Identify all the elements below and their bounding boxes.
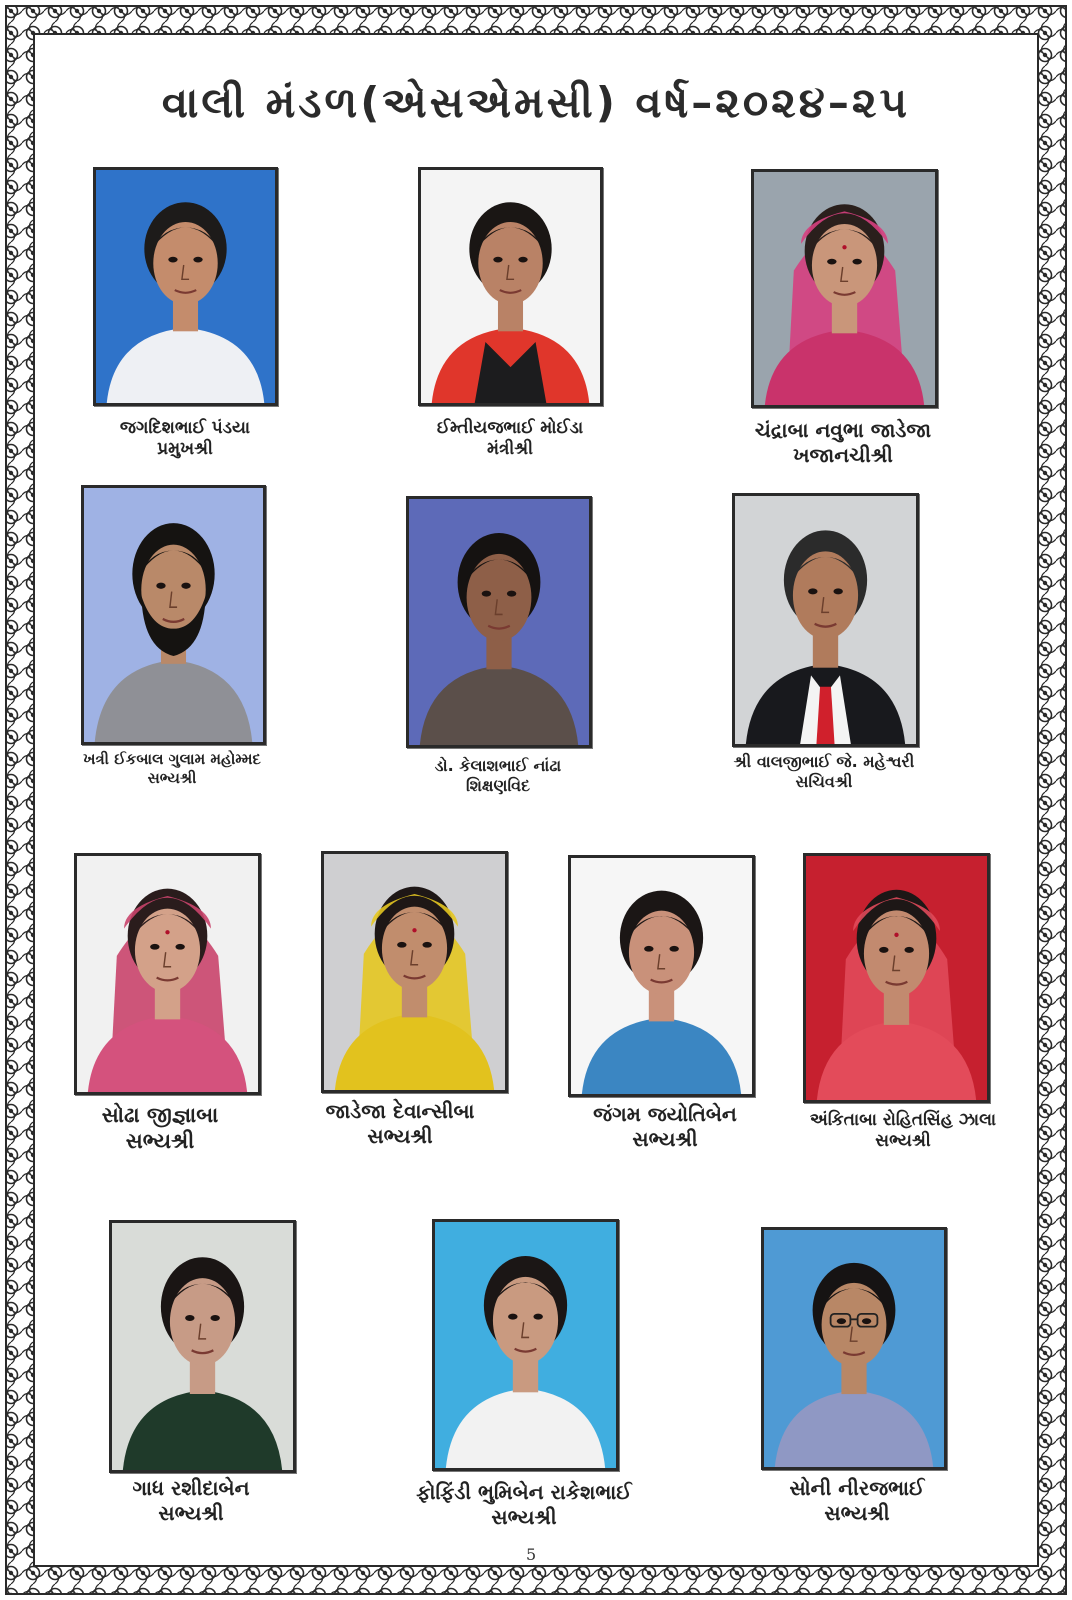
member-name: સોઢા જીજ્ઞાબા: [101, 1103, 219, 1127]
member-role: સભ્યશ્રી: [367, 1124, 433, 1148]
member-photo: [418, 167, 603, 406]
portrait-photo: [96, 170, 275, 403]
page-title: વાલી મંડળ(એસએમસી) વર્ષ–૨૦૨૪–૨૫: [161, 78, 911, 127]
member-name: ઈમ્તીયજભાઈ મોઈડા: [436, 418, 584, 438]
portrait-photo: [409, 499, 589, 745]
member-role: સભ્યશ્રી: [632, 1127, 698, 1151]
member-name: અંકિતાબા રોહિતસિંહ ઝાલા: [809, 1110, 997, 1130]
member-name: શ્રી વાલજીભાઈ જે. મહેશ્વરી: [733, 752, 915, 771]
portrait-photo: [764, 1230, 944, 1467]
member-name: સોની નીરજભાઈ: [789, 1476, 925, 1500]
portrait-photo: [435, 1222, 616, 1468]
member-photo: [81, 485, 266, 745]
member-role: સભ્યશ્રી: [875, 1131, 931, 1152]
member-photo: [751, 169, 938, 408]
member-caption: [683, 418, 1003, 468]
member-caption: [12, 750, 332, 788]
member-name: ગાધ રશીદાબેન: [132, 1476, 250, 1500]
member-caption: [350, 418, 670, 461]
member-photo: [732, 493, 919, 747]
member-name: જાડેજા દેવાન્સીબા: [325, 1099, 475, 1123]
portrait-photo: [84, 488, 263, 742]
member-photo: [803, 853, 990, 1103]
member-role: ખજાનચીશ્રી: [793, 443, 893, 467]
member-photo: [74, 853, 261, 1095]
member-photo: [761, 1227, 947, 1470]
member-photo: [432, 1219, 619, 1471]
page-number: 5: [526, 1545, 537, 1564]
portrait-photo: [571, 858, 752, 1094]
member-role: સભ્યશ્રી: [824, 1501, 890, 1525]
member-name: ફોફિંડી ભુમિબેન રાકેશભાઈ: [416, 1480, 632, 1504]
member-role: સભ્યશ્રી: [125, 1129, 195, 1154]
member-name: ખત્રી ઈકબાલ ગુલામ મહોમ્મદ: [83, 750, 261, 768]
member-photo: [109, 1220, 296, 1473]
member-role: સભ્યશ્રી: [147, 768, 197, 787]
member-name: જંગમ જયોતિબેન: [593, 1102, 737, 1126]
member-photo: [568, 855, 755, 1097]
member-name: જગદિશભાઈ પંડયા: [119, 418, 251, 438]
member-caption: [664, 752, 984, 792]
member-caption: [743, 1110, 1063, 1153]
portrait-photo: [754, 172, 935, 405]
portrait-photo: [112, 1223, 293, 1470]
member-photo: [93, 167, 278, 406]
portrait-photo: [735, 496, 916, 744]
member-photo: [406, 496, 592, 748]
member-role: સચિવશ્રી: [795, 772, 853, 791]
member-caption: [31, 1476, 351, 1526]
member-role: સભ્યશ્રી: [158, 1501, 224, 1525]
member-caption: [697, 1476, 1017, 1526]
member-role: મંત્રીશ્રી: [486, 439, 534, 460]
member-role: શિક્ષણવિદ: [465, 776, 531, 795]
member-caption: [364, 1480, 684, 1530]
member-caption: [338, 756, 658, 796]
member-role: સભ્યશ્રી: [491, 1505, 557, 1529]
member-name: ચંદ્રાબા નવુભા જાડેજા: [754, 418, 932, 442]
portrait-photo: [421, 170, 600, 403]
portrait-photo: [77, 856, 258, 1092]
portrait-photo: [324, 854, 505, 1090]
member-photo: [321, 851, 508, 1093]
member-role: પ્રમુખશ્રી: [157, 439, 213, 460]
member-caption: [25, 418, 345, 461]
member-name: ડો. કેલાશભાઈ નાંઢા: [434, 756, 562, 775]
portrait-photo: [806, 856, 987, 1100]
